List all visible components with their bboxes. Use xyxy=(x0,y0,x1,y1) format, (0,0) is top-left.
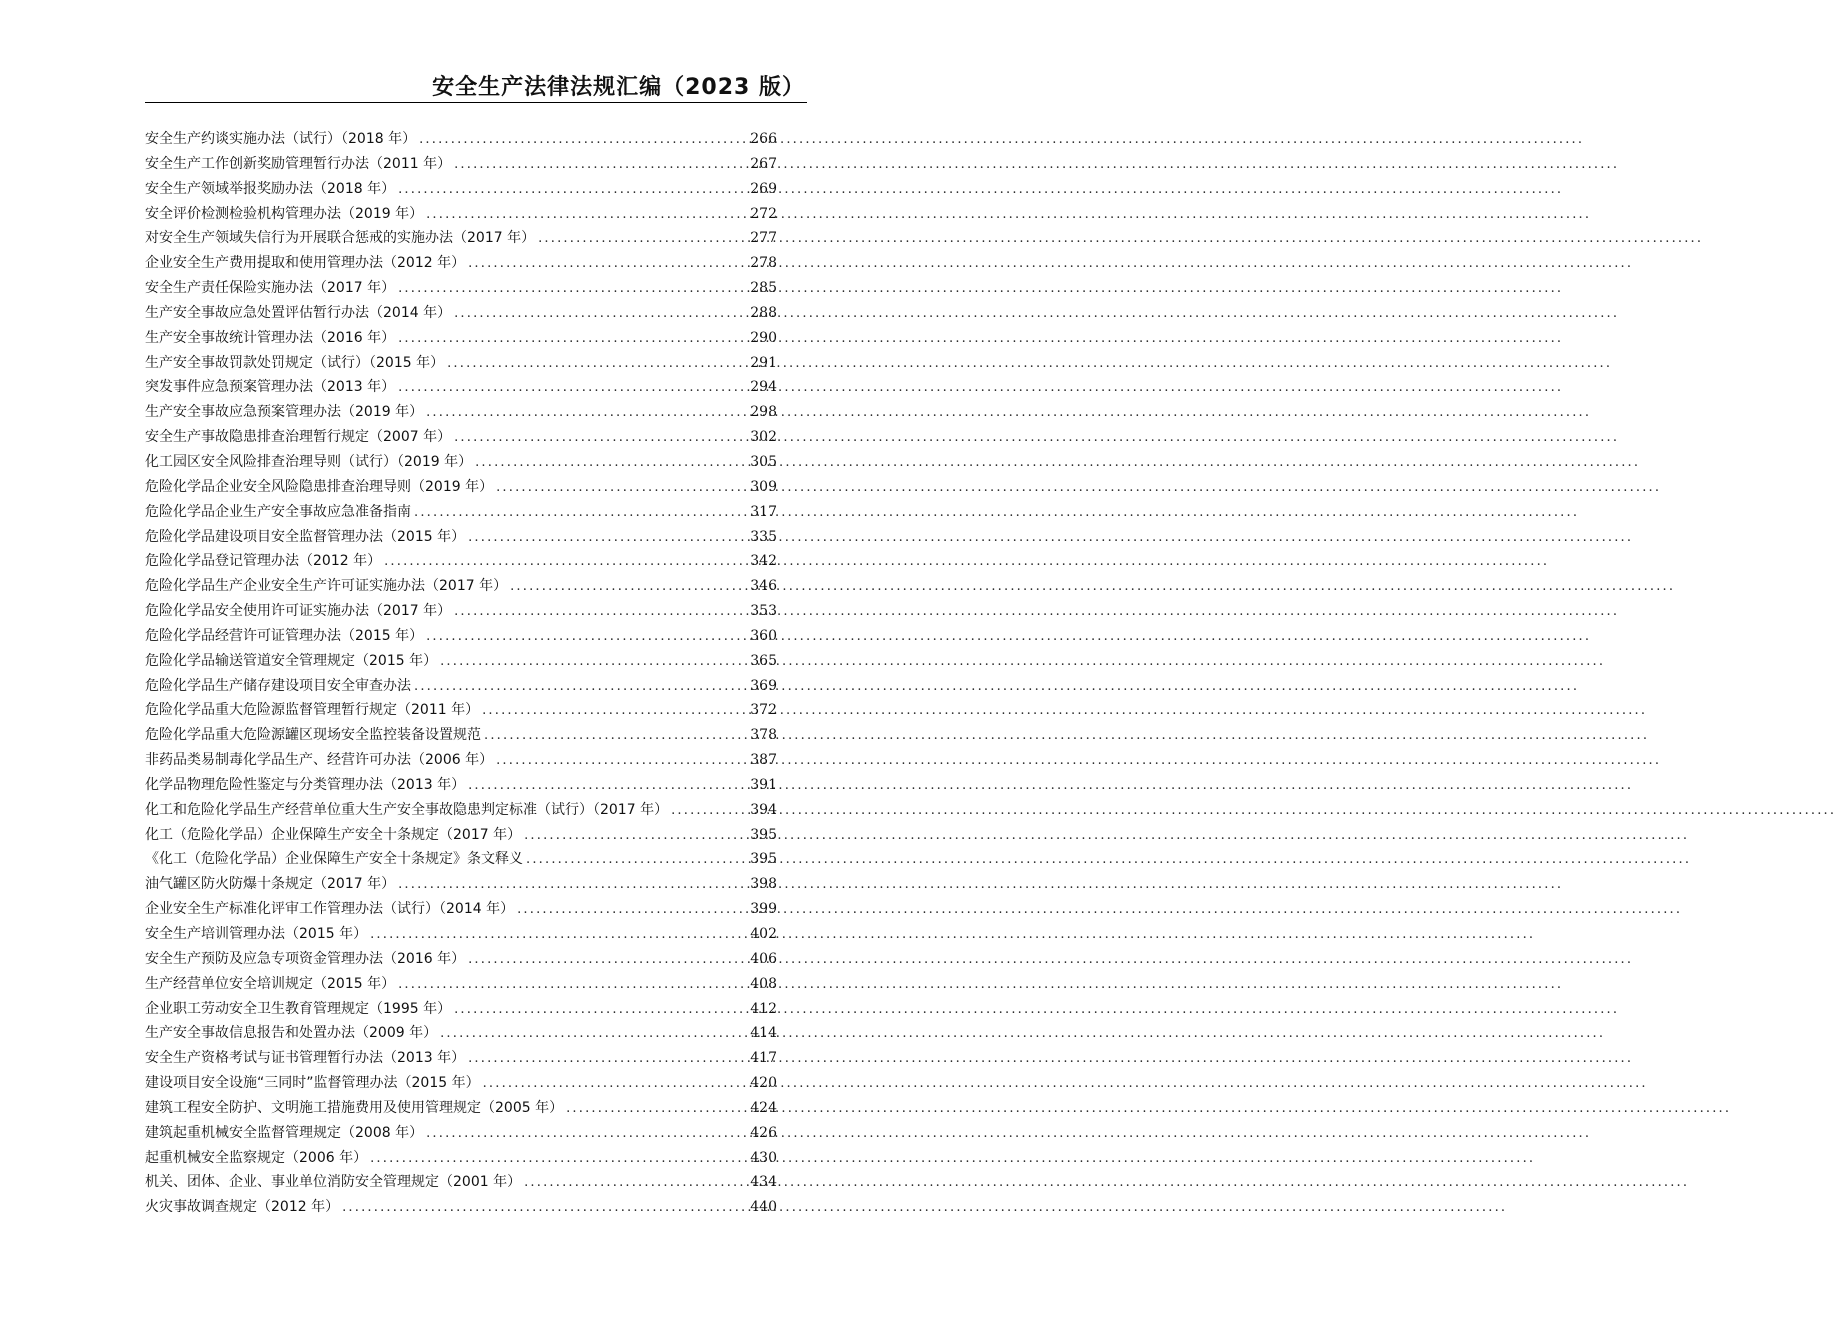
dot-leader xyxy=(510,575,747,600)
toc-entry[interactable] xyxy=(145,798,807,823)
dot-leader xyxy=(414,675,747,700)
toc-entry[interactable] xyxy=(145,351,807,376)
toc-entry-page-number: 399 xyxy=(750,901,777,918)
toc-entry-title: 安全生产培训管理办法（2015 年） xyxy=(145,926,368,942)
dot-leader xyxy=(370,923,747,948)
dot-leader xyxy=(454,153,747,178)
toc-entry[interactable] xyxy=(145,1071,807,1096)
toc-entry-title: 安全生产事故隐患排查治理暂行规定（2007 年） xyxy=(145,429,452,446)
toc-entry[interactable] xyxy=(145,1021,807,1046)
toc-entry[interactable] xyxy=(145,251,807,276)
toc-entry-title: 危险化学品登记管理办法（2012 年） xyxy=(145,553,382,570)
toc-entry-title: 建筑起重机械安全监督管理规定（2008 年） xyxy=(145,1124,424,1141)
dot-leader xyxy=(384,550,747,575)
table-of-contents xyxy=(145,127,807,1220)
toc-entry[interactable] xyxy=(145,500,807,525)
toc-entry-page-number: 317 xyxy=(750,503,777,520)
toc-entry-title: 危险化学品企业安全风险隐患排查治理导则（2019 年） xyxy=(145,478,494,495)
dot-leader xyxy=(524,1171,747,1196)
toc-entry-title: 化工（危险化学品）企业保障生产安全十条规定（2017 年） xyxy=(145,826,522,843)
toc-entry[interactable] xyxy=(145,972,807,997)
dot-leader xyxy=(454,302,747,327)
toc-entry-page-number: 266 xyxy=(750,131,777,147)
dot-leader xyxy=(526,848,747,873)
toc-entry-title: 危险化学品重大危险源罐区现场安全监控装备设置规范 xyxy=(145,727,481,744)
toc-entry-title: 起重机械安全监察规定（2006 年） xyxy=(145,1149,368,1166)
toc-entry-title: 安全生产工作创新奖励管理暂行办法（2011 年） xyxy=(145,155,452,172)
toc-entry[interactable] xyxy=(145,723,807,748)
toc-entry-page-number: 269 xyxy=(750,180,777,197)
toc-entry-page-number: 346 xyxy=(750,578,777,595)
toc-entry-page-number: 365 xyxy=(750,652,777,669)
toc-entry-page-number: 290 xyxy=(750,329,777,346)
toc-entry-title: 突发事件应急预案管理办法（2013 年） xyxy=(145,379,396,396)
toc-entry-page-number: 426 xyxy=(750,1124,777,1141)
toc-entry[interactable] xyxy=(145,450,807,475)
dot-leader xyxy=(454,426,747,451)
toc-entry-page-number: 402 xyxy=(750,926,777,942)
toc-entry[interactable] xyxy=(145,475,807,500)
toc-entry[interactable] xyxy=(145,897,807,922)
dot-leader xyxy=(468,252,747,277)
toc-entry-title: 企业职工劳动安全卫生教育管理规定（1995 年） xyxy=(145,1000,452,1017)
toc-entry[interactable] xyxy=(145,1170,807,1195)
dot-leader xyxy=(440,650,747,675)
dot-leader xyxy=(426,401,747,426)
dot-leader xyxy=(419,128,747,153)
toc-entry-page-number: 353 xyxy=(750,603,777,620)
toc-entry[interactable] xyxy=(145,698,807,723)
toc-entry-page-number: 372 xyxy=(750,702,777,719)
dot-leader xyxy=(398,327,747,352)
toc-entry-page-number: 342 xyxy=(750,553,777,570)
dot-leader xyxy=(398,277,747,302)
dot-leader xyxy=(454,998,747,1023)
dot-leader xyxy=(496,749,747,774)
toc-entry-page-number: 395 xyxy=(750,851,777,868)
toc-entry[interactable] xyxy=(145,226,807,251)
toc-entry-title: 生产安全事故应急预案管理办法（2019 年） xyxy=(145,404,424,421)
toc-entry-title: 建筑工程安全防护、文明施工措施费用及使用管理规定（2005 年） xyxy=(145,1099,564,1116)
toc-entry[interactable] xyxy=(145,599,807,624)
toc-entry-title: 安全评价检测检验机构管理办法（2019 年） xyxy=(145,205,424,222)
toc-entry[interactable] xyxy=(145,773,807,798)
toc-entry-title: 安全生产领域举报奖励办法（2018 年） xyxy=(145,180,396,197)
dot-leader xyxy=(342,1196,747,1221)
dot-leader xyxy=(468,526,747,551)
toc-entry-title: 危险化学品安全使用许可证实施办法（2017 年） xyxy=(145,603,452,620)
toc-entry-page-number: 272 xyxy=(750,205,777,222)
dot-leader xyxy=(447,352,747,377)
toc-entry-title: 危险化学品重大危险源监督管理暂行规定（2011 年） xyxy=(145,702,480,719)
toc-entry-page-number: 360 xyxy=(750,627,777,644)
toc-entry-title: 对安全生产领域失信行为开展联合惩戒的实施办法（2017 年） xyxy=(145,230,536,247)
dot-leader xyxy=(468,1047,747,1072)
toc-entry-title: 非药品类易制毒化学品生产、经营许可办法（2006 年） xyxy=(145,752,494,769)
dot-leader xyxy=(454,600,747,625)
toc-entry[interactable] xyxy=(145,152,807,177)
toc-entry-page-number: 395 xyxy=(750,826,777,843)
toc-entry-page-number: 277 xyxy=(750,230,777,247)
toc-entry-title: 化工和危险化学品生产经营单位重大生产安全事故隐患判定标准（试行）（2017 年） xyxy=(145,801,669,818)
toc-entry-title: 机关、团体、企业、事业单位消防安全管理规定（2001 年） xyxy=(145,1174,522,1191)
toc-entry-page-number: 298 xyxy=(750,404,777,421)
toc-entry-page-number: 387 xyxy=(750,752,777,769)
toc-entry[interactable] xyxy=(145,847,807,872)
page-title: 安全生产法律法规汇编（2023 版） xyxy=(432,75,805,100)
header-divider xyxy=(145,102,807,103)
toc-entry-page-number: 335 xyxy=(750,528,777,545)
toc-entry-title: 企业安全生产标准化评审工作管理办法（试行）（2014 年） xyxy=(145,901,515,918)
toc-entry-page-number: 420 xyxy=(750,1075,777,1092)
toc-entry-page-number: 434 xyxy=(750,1174,777,1191)
toc-entry-page-number: 302 xyxy=(750,429,777,446)
toc-entry[interactable] xyxy=(145,525,807,550)
toc-entry-page-number: 305 xyxy=(750,453,777,470)
toc-entry[interactable] xyxy=(145,127,807,152)
dot-leader xyxy=(398,973,747,998)
toc-entry-title: 建设项目安全设施“三同时”监督管理办法（2015 年） xyxy=(145,1075,480,1092)
toc-entry[interactable] xyxy=(145,425,807,450)
toc-entry-title: 生产安全事故应急处置评估暂行办法（2014 年） xyxy=(145,304,452,321)
toc-entry[interactable] xyxy=(145,202,807,227)
dot-leader xyxy=(398,178,747,203)
toc-entry[interactable] xyxy=(145,1195,807,1220)
toc-entry[interactable] xyxy=(145,276,807,301)
toc-entry-title: 危险化学品建设项目安全监督管理办法（2015 年） xyxy=(145,528,466,545)
toc-entry[interactable] xyxy=(145,549,807,574)
toc-entry[interactable] xyxy=(145,574,807,599)
toc-entry-title: 生产安全事故信息报告和处置办法（2009 年） xyxy=(145,1025,438,1042)
dot-leader xyxy=(566,1097,747,1122)
toc-entry-page-number: 398 xyxy=(750,876,777,893)
toc-entry[interactable] xyxy=(145,947,807,972)
dot-leader xyxy=(483,1072,748,1097)
toc-entry-page-number: 267 xyxy=(750,155,777,172)
dot-leader xyxy=(482,699,747,724)
toc-entry[interactable] xyxy=(145,1096,807,1121)
toc-entry-page-number: 417 xyxy=(750,1050,777,1067)
toc-entry-title: 火灾事故调查规定（2012 年） xyxy=(145,1199,340,1216)
dot-leader xyxy=(475,451,747,476)
toc-entry-page-number: 414 xyxy=(750,1025,777,1042)
toc-entry-title: 安全生产资格考试与证书管理暂行办法（2013 年） xyxy=(145,1050,466,1067)
dot-leader xyxy=(398,873,747,898)
dot-leader xyxy=(538,227,747,252)
toc-entry-title: 安全生产约谈实施办法（试行）（2018 年） xyxy=(145,131,417,147)
toc-entry[interactable] xyxy=(145,624,807,649)
toc-entry[interactable] xyxy=(145,400,807,425)
dot-leader xyxy=(496,476,747,501)
dot-leader xyxy=(426,203,747,228)
toc-entry-page-number: 309 xyxy=(750,478,777,495)
toc-entry[interactable] xyxy=(145,1121,807,1146)
toc-entry[interactable] xyxy=(145,823,807,848)
toc-entry-title: 《化工（危险化学品）企业保障生产安全十条规定》条文释义 xyxy=(145,851,523,868)
toc-entry-page-number: 394 xyxy=(750,801,777,818)
toc-entry-title: 生产安全事故罚款处罚规定（试行）（2015 年） xyxy=(145,354,445,371)
dot-leader xyxy=(426,1122,747,1147)
toc-entry-title: 生产经营单位安全培训规定（2015 年） xyxy=(145,975,396,992)
toc-entry[interactable] xyxy=(145,301,807,326)
dot-leader xyxy=(426,625,747,650)
toc-entry-page-number: 369 xyxy=(750,677,777,694)
toc-entry[interactable] xyxy=(145,649,807,674)
toc-entry-title: 生产安全事故统计管理办法（2016 年） xyxy=(145,329,396,346)
toc-entry-page-number: 288 xyxy=(750,304,777,321)
toc-entry-page-number: 412 xyxy=(750,1000,777,1017)
toc-entry[interactable] xyxy=(145,1146,807,1171)
toc-entry[interactable] xyxy=(145,326,807,351)
toc-entry-page-number: 424 xyxy=(750,1099,777,1116)
dot-leader xyxy=(524,824,747,849)
dot-leader xyxy=(517,898,747,923)
toc-entry-page-number: 378 xyxy=(750,727,777,744)
toc-entry-title: 危险化学品企业生产安全事故应急准备指南 xyxy=(145,503,411,520)
dot-leader xyxy=(440,1022,747,1047)
toc-entry-title: 危险化学品生产企业安全生产许可证实施办法（2017 年） xyxy=(145,578,508,595)
toc-entry-page-number: 278 xyxy=(750,255,777,272)
toc-entry-page-number: 285 xyxy=(750,280,777,297)
dot-leader xyxy=(370,1147,747,1172)
dot-leader xyxy=(468,774,747,799)
toc-entry[interactable] xyxy=(145,674,807,699)
toc-entry-title: 危险化学品输送管道安全管理规定（2015 年） xyxy=(145,652,438,669)
toc-entry-page-number: 391 xyxy=(750,776,777,793)
dot-leader xyxy=(468,948,747,973)
toc-entry[interactable] xyxy=(145,872,807,897)
toc-entry[interactable] xyxy=(145,1046,807,1071)
toc-entry-page-number: 440 xyxy=(750,1199,777,1216)
toc-entry-title: 危险化学品经营许可证管理办法（2015 年） xyxy=(145,627,424,644)
toc-entry-title: 安全生产预防及应急专项资金管理办法（2016 年） xyxy=(145,950,466,967)
dot-leader xyxy=(414,501,747,526)
dot-leader xyxy=(484,724,747,749)
toc-entry-title: 化工园区安全风险排查治理导则（试行）（2019 年） xyxy=(145,453,473,470)
toc-entry[interactable] xyxy=(145,748,807,773)
toc-entry-title: 安全生产责任保险实施办法（2017 年） xyxy=(145,280,396,297)
toc-entry[interactable] xyxy=(145,922,807,947)
toc-entry-page-number: 294 xyxy=(750,379,777,396)
dot-leader xyxy=(398,376,747,401)
toc-entry-page-number: 430 xyxy=(750,1149,777,1166)
toc-entry[interactable] xyxy=(145,375,807,400)
toc-entry-page-number: 408 xyxy=(750,975,777,992)
toc-entry[interactable] xyxy=(145,177,807,202)
toc-entry[interactable] xyxy=(145,997,807,1022)
toc-entry-title: 化学品物理危险性鉴定与分类管理办法（2013 年） xyxy=(145,776,466,793)
toc-entry-page-number: 406 xyxy=(750,950,777,967)
toc-entry-page-number: 291 xyxy=(750,354,777,371)
toc-entry-title: 危险化学品生产储存建设项目安全审查办法 xyxy=(145,677,411,694)
dot-leader xyxy=(671,799,747,824)
toc-entry-title: 企业安全生产费用提取和使用管理办法（2012 年） xyxy=(145,255,466,272)
toc-entry-title: 油气罐区防火防爆十条规定（2017 年） xyxy=(145,876,396,893)
